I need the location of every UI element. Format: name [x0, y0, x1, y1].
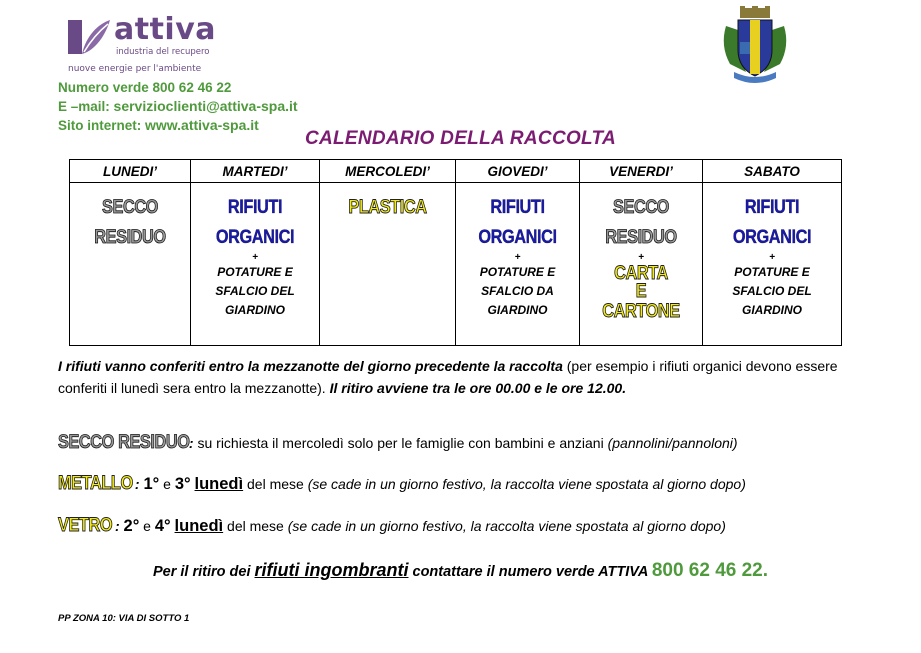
monday-secco: SECCO — [102, 197, 158, 218]
metallo-label: METALLO — [58, 473, 133, 494]
vetro-and: e — [139, 518, 155, 534]
email-label: E –mail: — [58, 99, 114, 114]
thursday-plus: + — [514, 252, 521, 263]
saturday-organici: ORGANICI — [732, 227, 812, 248]
secco-paren: (pannolini/pannoloni) — [607, 435, 738, 451]
thursday-sub1: POTATURE E — [479, 265, 556, 279]
logo-name: attiva — [114, 12, 217, 47]
rule-bold: I rifiuti vanno conferiti entro la mezzanotte del giorno precedente la raccolta — [58, 358, 563, 374]
friday-carta: CARTA — [614, 263, 668, 284]
tuesday-sub1: POTATURE E — [217, 265, 293, 279]
tuesday-rifiuti: RIFIUTI — [227, 197, 283, 218]
monday-residuo: RESIDUO — [94, 227, 166, 248]
tuesday-sub3: GIARDINO — [225, 303, 285, 317]
wednesday-cell — [320, 183, 456, 346]
friday-secco: SECCO — [613, 197, 669, 218]
email-link[interactable]: servizioclienti@attiva-spa.it — [113, 98, 298, 114]
friday-plus: + — [638, 252, 644, 263]
vetro-day: lunedì — [174, 517, 224, 535]
thursday-organici: ORGANICI — [478, 227, 557, 248]
vetro-fourth: 4° — [154, 517, 171, 535]
friday-cell — [580, 183, 703, 346]
friday-residuo: RESIDUO — [605, 227, 677, 248]
day-header: MERCOLEDI’ — [320, 160, 456, 183]
rule-example: (per esempio i rifiuti organici devono essere conferiti il lunedì sera entro la mezzanotte). — [58, 358, 838, 396]
metallo-first: 1° — [143, 475, 160, 493]
final-pre: Per il ritiro dei — [152, 564, 255, 580]
saturday-sub2: SFALCIO DEL — [732, 284, 812, 298]
secco-colon: : — [188, 435, 194, 451]
wednesday-plastica: PLASTICA — [348, 197, 427, 218]
saturday-sub1: POTATURE E — [734, 265, 810, 279]
vetro-label: VETRO — [58, 515, 113, 536]
calendar-body-row — [70, 183, 842, 346]
attiva-leaf-icon — [68, 16, 110, 58]
collection-calendar — [69, 159, 842, 346]
vetro-note — [58, 515, 726, 537]
day-header: SABATO — [703, 160, 842, 183]
metallo-day: lunedì — [194, 475, 244, 493]
email-line — [58, 97, 298, 116]
secco-residuo-label: SECCO RESIDUO — [58, 432, 190, 453]
vetro-paren: (se cade in un giorno festivo, la raccolta viene spostata al giorno dopo) — [287, 518, 726, 534]
logo-subtitle: industria del recupero — [116, 47, 210, 57]
tuesday-plus: + — [252, 252, 258, 263]
metallo-mese: del mese — [243, 476, 308, 492]
thursday-rifiuti: RIFIUTI — [490, 197, 545, 218]
day-header: LUNEDI’ — [70, 160, 191, 183]
saturday-plus: + — [769, 252, 775, 263]
metallo-and: e — [159, 476, 175, 492]
rule-time: Il ritiro avviene tra le ore 00.00 e le ore 12.00. — [329, 380, 627, 396]
calendar-header-row — [70, 160, 842, 183]
final-mid: contattare il numero verde ATTIVA — [408, 564, 652, 580]
attiva-logo — [68, 14, 218, 74]
zone-footer: PP ZONA 10: VIA DI SOTTO 1 — [58, 613, 190, 624]
site-label: Sito internet: — [58, 118, 145, 133]
metallo-third: 3° — [174, 475, 191, 493]
friday-e: E — [635, 281, 647, 302]
vetro-mese: del mese — [223, 518, 288, 534]
metallo-note — [58, 473, 746, 495]
collection-rules — [58, 355, 868, 399]
friday-cartone: CARTONE — [602, 301, 680, 322]
vetro-second: 2° — [123, 517, 140, 535]
bulky-waste-note — [0, 560, 921, 582]
metallo-paren: (se cade in un giorno festivo, la raccolta viene spostata al giorno dopo) — [307, 476, 746, 492]
contact-info — [58, 78, 298, 135]
day-header: MARTEDI’ — [191, 160, 320, 183]
secco-residuo-note — [58, 432, 738, 454]
tuesday-organici: ORGANICI — [215, 227, 295, 248]
tuesday-sub2: SFALCIO DEL — [215, 284, 295, 298]
page-title: CALENDARIO DELLA RACCOLTA — [304, 128, 617, 149]
final-phone-number: 800 62 46 22. — [651, 560, 769, 581]
thursday-sub2: SFALCIO DA — [481, 284, 554, 298]
final-ingombranti: rifiuti ingombranti — [254, 560, 409, 580]
monday-cell — [70, 183, 191, 346]
secco-text: su richiesta il mercoledì solo per le famiglie con bambini e anziani — [193, 435, 608, 451]
site-link[interactable]: www.attiva-spa.it — [145, 117, 259, 133]
metallo-colon: : — [134, 476, 140, 492]
saturday-sub3: GIARDINO — [742, 303, 802, 317]
tuesday-cell — [191, 183, 320, 346]
municipal-crest-icon — [716, 6, 794, 86]
saturday-rifiuti: RIFIUTI — [744, 197, 800, 218]
vetro-colon: : — [114, 518, 120, 534]
phone-line: Numero verde 800 62 46 22 — [58, 80, 232, 95]
thursday-cell — [456, 183, 580, 346]
logo-tagline: nuove energie per l'ambiente — [68, 64, 202, 74]
day-header: GIOVEDI’ — [456, 160, 580, 183]
saturday-cell — [703, 183, 842, 346]
thursday-sub3: GIARDINO — [487, 303, 548, 317]
day-header: VENERDI’ — [580, 160, 703, 183]
